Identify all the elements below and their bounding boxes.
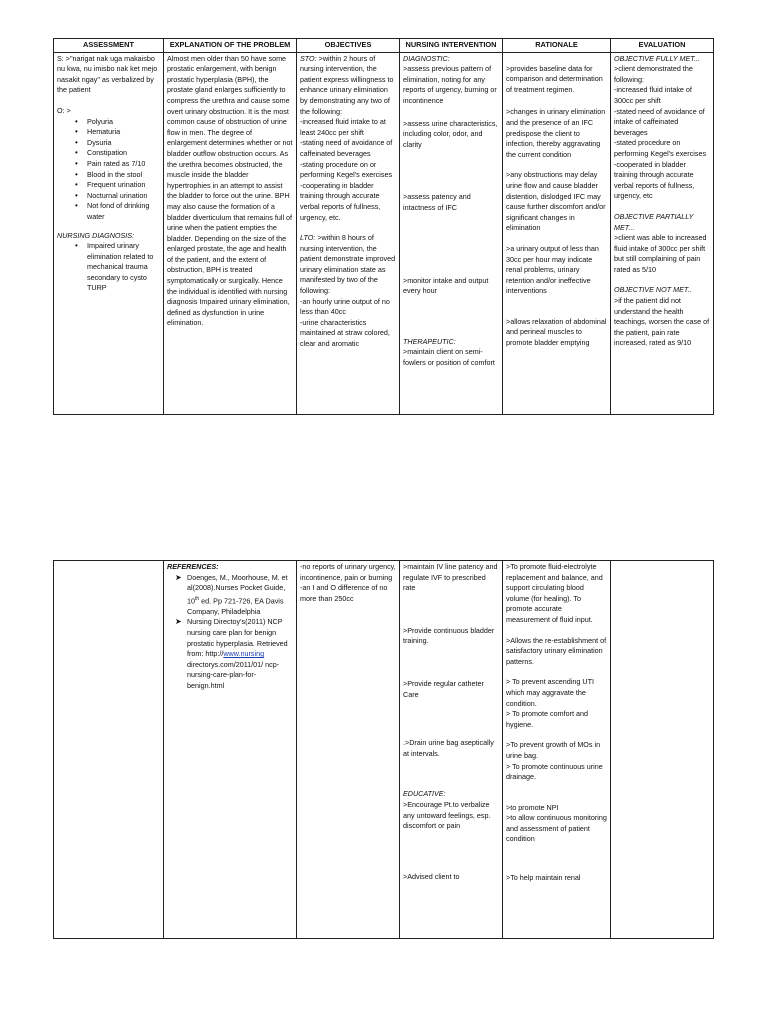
evaluation-cell xyxy=(611,52,714,414)
list-item: • Constipation xyxy=(87,148,160,159)
references-label: REFERENCES: xyxy=(167,562,219,571)
intervention-item: >maintain IV line patency and regulate IVF to prescribed rate xyxy=(403,562,498,593)
rationale-item: >allows relaxation of abdominal and perineal muscles to promote bladder emptying xyxy=(506,316,607,348)
evaluation-item: -stated procedure on performing Kegel's exercises xyxy=(614,138,707,158)
header-evaluation: EVALUATION xyxy=(611,39,714,53)
header-nursing-intervention: NURSING INTERVENTION xyxy=(400,39,503,53)
header-rationale: RATIONALE xyxy=(503,39,611,53)
ncp-table-page-2 xyxy=(53,560,714,939)
not-met-label: OBJECTIVE NOT MET.. xyxy=(614,285,692,295)
explanation-cell: Almost men older than 50 have some prostatic enlargement, with benign prostatic hyperplasia (BPH), the prostate gland enlarges sufficiently to compress the urethra and cause some overt urinary obstruction. It is the most common cause of obstruction of urine flow in men. The degree of enlargement determines whether or not bladder outflow obstruction occurs. As the urethra becomes obstructed, the muscle inside the bladder hypertrophies in an attempt to assist the bladder to force out the urine. BPH may also cause the formation of a bladder diverticulum that remains full of urine when the patient empties the bladder. Depending on the size of the enlarged prostate, the age and health of the patient, and the extent of obstruction, BPH is treated symptomatically or surgically. Hence the individual is identified with nursing diagnosis Impaired urinary elimination, defined as dysfunction in urine elimination. xyxy=(164,52,297,414)
header-assessment: ASSESSMENT xyxy=(54,39,164,53)
fully-met-label: OBJECTIVE FULLY MET... xyxy=(614,53,701,63)
references-list xyxy=(167,573,293,692)
header-objectives: OBJECTIVES xyxy=(297,39,400,53)
rationale-item: >provides baseline data for comparison and determination of treatment regimen. xyxy=(506,63,603,94)
subjective-data: S: >"narigat nak uga makaisbo nu kwa, nu imisbo nak ket mejo nasakit ngay" as verbalized by the patient xyxy=(57,53,158,95)
reference-link[interactable]: www.nursing xyxy=(223,649,265,659)
rationale-cell xyxy=(503,561,611,939)
list-item: • Polyuria xyxy=(87,117,160,128)
content-row xyxy=(54,561,714,939)
evaluation-cell xyxy=(611,561,714,939)
intervention-item: >assess patency and intactness of IFC xyxy=(403,192,471,212)
intervention-item: >monitor intake and output every hour xyxy=(403,275,489,296)
references-cell xyxy=(164,561,297,939)
intervention-item: >Provide regular catheter Care xyxy=(403,678,484,699)
rationale-cell xyxy=(503,52,611,414)
objectives-cell xyxy=(297,561,400,939)
header-explanation: EXPLANATION OF THE PROBLEM xyxy=(164,39,297,53)
rationale-item: > To promote comfort and hygiene. xyxy=(506,709,588,729)
evaluation-item: -increased fluid intake of 300cc per shift xyxy=(614,85,692,105)
list-item: • Not fond of drinking water xyxy=(87,201,160,222)
lto-item: -urine characteristics maintained at straw colored, clear and aromatic xyxy=(300,317,390,349)
rationale-item: >To prevent growth of MOs in urine bag. xyxy=(506,740,601,760)
sto-item: -cooperating in bladder training through accurate verbal reports of fullness, urgency, etc. xyxy=(300,180,381,222)
rationale-item: >a urinary output of less than 30cc per hour may indicate renal problems, urinary retention and/or ineffective interventions xyxy=(506,243,599,296)
list-item: • Hematuria xyxy=(87,127,160,138)
assessment-cell xyxy=(54,52,164,414)
evaluation-item: -cooperated in bladder training through accurate verbal reports of fullness, urgency, etc xyxy=(614,159,695,201)
rationale-item: > To prevent ascending UTI which may aggravate the condition. xyxy=(506,677,594,708)
list-item: • Dysuria xyxy=(87,138,160,149)
evaluation-item: >if the patient did not understand the health teachings, worsen the case of the patient, pain rate increased, rated as 9/10 xyxy=(614,296,710,348)
intervention-item: >assess previous pattern of elimination, noting for any reports of urgency, burning or incontinence xyxy=(403,64,497,105)
objectives-cell xyxy=(297,52,400,414)
nursing-diagnosis-label: NURSING DIAGNOSIS: xyxy=(57,230,135,240)
assessment-cell xyxy=(54,561,164,939)
lto-item: -an hourly urine output of no less than 40cc xyxy=(300,296,390,317)
diagnosis-list xyxy=(57,241,160,294)
intervention-item: >Advised client to xyxy=(403,871,460,881)
rationale-item: >changes in urinary elimination and the presence of an IFC predispose the client to infection, thereby aggravating the current condition xyxy=(506,107,606,159)
rationale-item: >Allows the re-establishment of satisfactory urinary elimination patterns. xyxy=(506,635,607,666)
rationale-item: >any obstructions may delay urine flow and cause bladder distention, dislodged IFC may cause further discomfort and/or significant changes in elimination xyxy=(506,170,606,233)
sto-item: -increased fluid intake to at least 240cc per shift xyxy=(300,117,386,137)
intervention-cell xyxy=(400,561,503,939)
list-item: • Impaired urinary elimination related to mechanical trauma secondary to cysto TURP xyxy=(87,241,160,294)
content-row xyxy=(54,52,714,414)
list-item: • Blood in the stool xyxy=(87,170,160,181)
intervention-item: >Encourage Pt.to verbalize any untoward feelings, esp. discomfort or pain xyxy=(403,799,491,831)
sto-item: -stating need of avoidance of caffeinated beverages xyxy=(300,138,393,158)
evaluation-item: >client demonstrated the following: xyxy=(614,64,693,84)
therapeutic-label: THERAPEUTIC: xyxy=(403,336,456,346)
list-item: • Nocturnal urination xyxy=(87,191,160,202)
list-item: • Pain rated as 7/10 xyxy=(87,159,160,170)
header-row xyxy=(54,39,714,53)
rationale-item: > To promote continuous urine drainage. xyxy=(506,761,603,782)
rationale-item: >to allow continuous monitoring and assessment of patient condition xyxy=(506,813,607,844)
ncp-table-page-1 xyxy=(53,38,714,415)
diagnostic-label: DIAGNOSTIC: xyxy=(403,53,450,63)
rationale-item: >To help maintain renal xyxy=(506,873,581,883)
intervention-item: >Provide continuous bladder training. xyxy=(403,625,495,646)
intervention-item: >maintain client on semi-fowlers or position of comfort xyxy=(403,347,495,367)
objective-item: -an I and O difference of no more than 250cc xyxy=(300,583,388,603)
evaluation-item: >client was able to increased fluid intake of 300cc per shift but still complaining of pain rated as 5/10 xyxy=(614,233,707,274)
educative-label: EDUCATIVE: xyxy=(403,789,446,799)
reference-item: ➤ Nursing Directoy's(2011) NCP nursing care plan for benign prostatic hyperplasia. Retrieved from: http://www.nursing directorys.com/2011/01/ ncp-nursing-care-plan-for-benign.html xyxy=(187,617,293,691)
rationale-item: >To promote fluid-electrolyte replacement and balance, and support circulating blood volume (for healing). To promote accurate measurement of fluid input. xyxy=(506,562,603,624)
sto-label: STO: xyxy=(300,53,317,63)
objective-item: -no reports of urinary urgency, incontinence, pain or burning xyxy=(300,562,396,582)
reference-item: ➤ Doenges, M., Moorhouse, M. et al(2008).Nurses Pocket Guide, 10th ed. Pp 721-726, EA Davis Company, Philadelphia xyxy=(187,573,293,618)
sto-item: -stating procedure on or performing Kegel's exercises xyxy=(300,159,393,180)
list-item: • Frequent urination xyxy=(87,180,160,191)
objective-label: O: > xyxy=(57,105,71,115)
rationale-item: >to promote NPI xyxy=(506,802,559,812)
intervention-item: .>Drain urine bag aseptically at intervals. xyxy=(403,738,494,758)
objective-list xyxy=(57,117,160,223)
lto-label: LTO: xyxy=(300,233,316,243)
intervention-item: >assess urine characteristics, including color, odor, and clarity xyxy=(403,118,498,149)
evaluation-item: -stated need of avoidance of intake of caffeinated beverages xyxy=(614,106,705,137)
partially-met-label: OBJECTIVE PARTIALLY MET... xyxy=(614,211,694,232)
lto-text: >within 8 hours of nursing intervention, the patient demonstrate improved urinary elimination state as manifested by two of the following: xyxy=(300,233,396,296)
sto-text: >within 2 hours of nursing intervention, the patient express willingness to enhance urinary elimination by demonstrating any two of the following: xyxy=(300,53,394,116)
intervention-cell xyxy=(400,52,503,414)
